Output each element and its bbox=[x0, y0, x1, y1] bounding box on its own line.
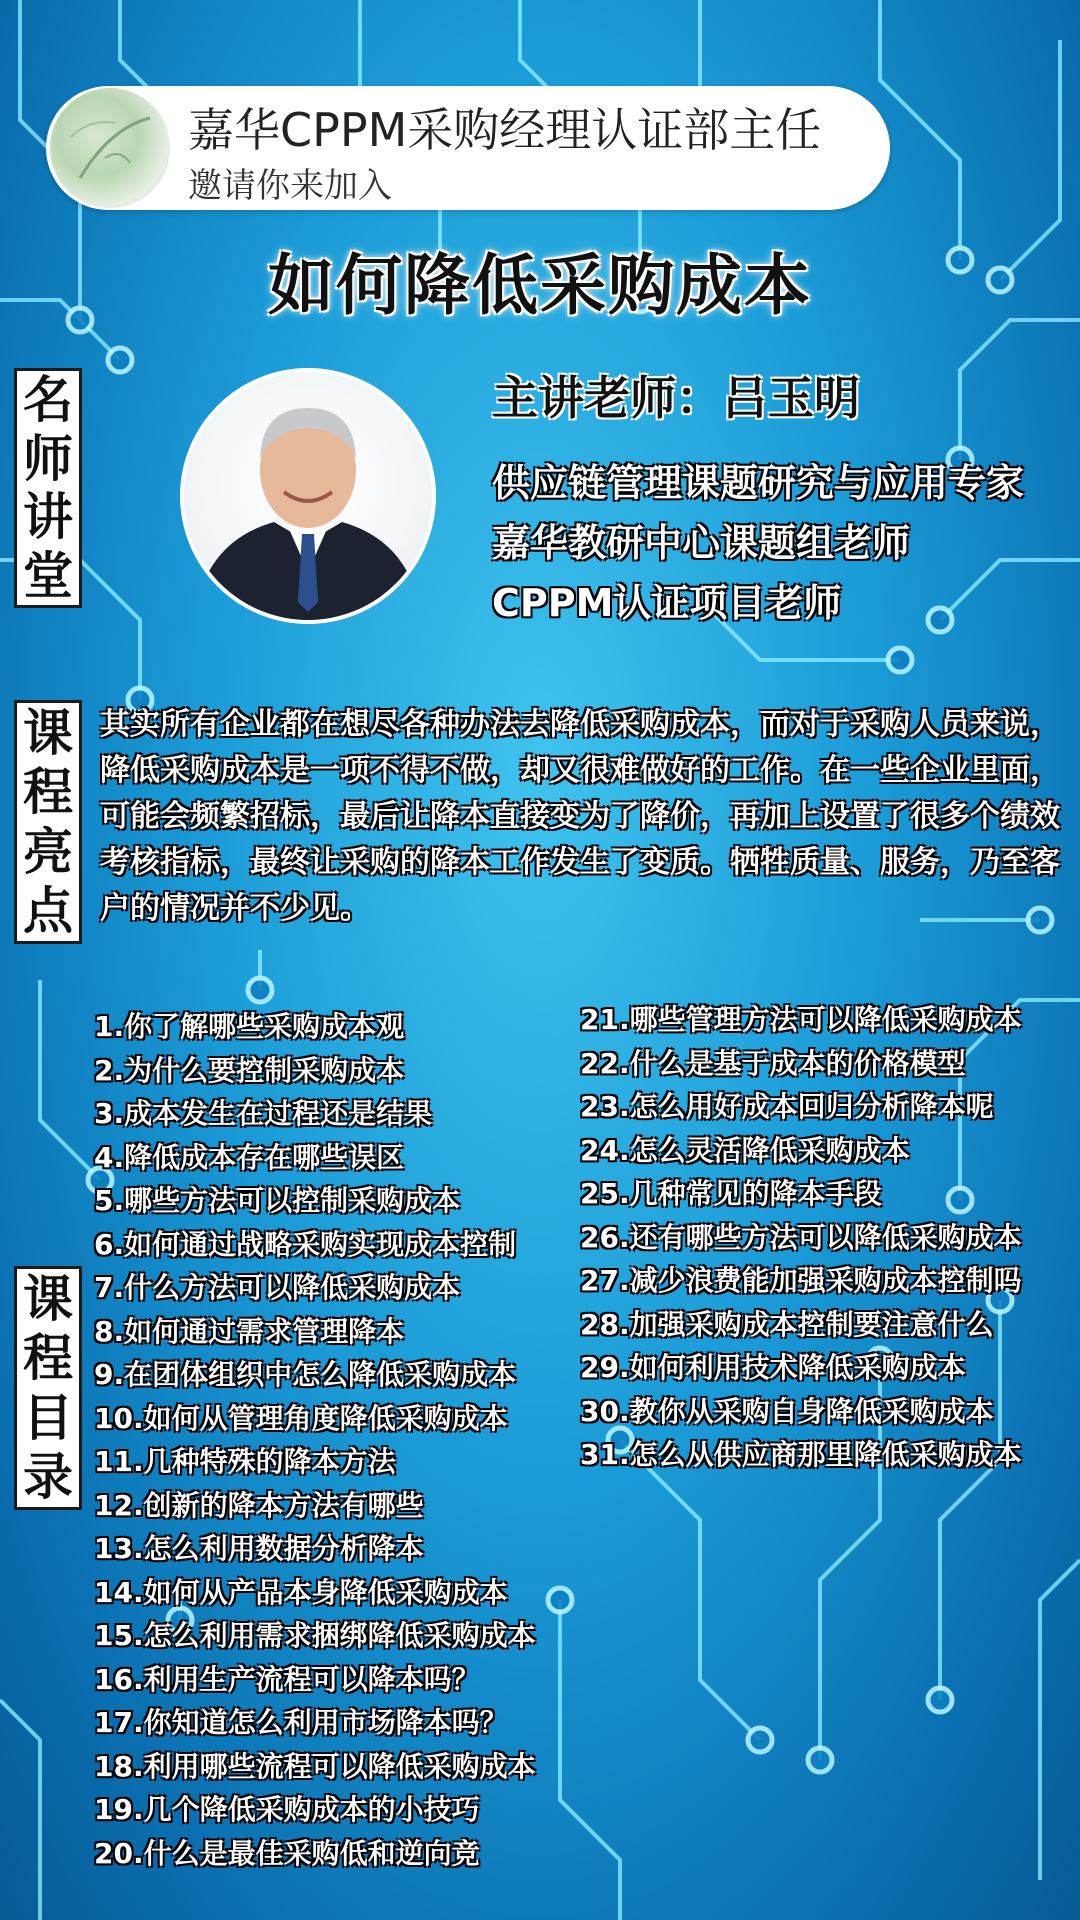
catalog-item: 24.怎么灵活降低采购成本 bbox=[580, 1133, 910, 1167]
side-label-char: 目 bbox=[23, 1388, 73, 1447]
invite-banner[interactable] bbox=[46, 86, 890, 210]
teacher-photo bbox=[180, 368, 436, 624]
side-label-char: 课 bbox=[23, 1269, 73, 1328]
teacher-credential: 嘉华教研中心课题组老师 bbox=[492, 521, 911, 565]
catalog-item: 4.降低成本存在哪些误区 bbox=[94, 1140, 405, 1174]
catalog-item: 18.利用哪些流程可以降低采购成本 bbox=[94, 1749, 536, 1783]
side-label-highlights bbox=[14, 700, 82, 944]
catalog-item: 10.如何从管理角度降低采购成本 bbox=[94, 1401, 508, 1435]
catalog-item: 20.什么是最佳采购低和逆向竞 bbox=[94, 1836, 480, 1870]
invite-subtitle: 邀请你来加入 bbox=[188, 166, 392, 206]
side-label-char: 堂 bbox=[23, 546, 73, 605]
catalog-item: 12.创新的降本方法有哪些 bbox=[94, 1488, 424, 1522]
leaf-sketch-icon bbox=[50, 88, 170, 208]
catalog-item: 26.还有哪些方法可以降低采购成本 bbox=[580, 1220, 1022, 1254]
catalog-item: 31.怎么从供应商那里降低采购成本 bbox=[580, 1438, 1022, 1471]
catalog-item: 11.几种特殊的降本方法 bbox=[94, 1445, 396, 1478]
catalog-item: 3.成本发生在过程还是结果 bbox=[94, 1097, 433, 1130]
side-label-char: 程 bbox=[23, 1329, 73, 1388]
catalog-item: 8.如何通过需求管理降本 bbox=[94, 1314, 405, 1348]
invite-title: 嘉华CPPM采购经理认证部主任 bbox=[188, 103, 822, 157]
side-label-char: 程 bbox=[23, 763, 73, 822]
catalog-item: 17.你知道怎么利用市场降本吗？ bbox=[94, 1706, 508, 1739]
catalog-item: 2.为什么要控制采购成本 bbox=[94, 1053, 405, 1087]
catalog-item: 5.哪些方法可以控制采购成本 bbox=[94, 1184, 461, 1217]
catalog-item: 22.什么是基于成本的价格模型 bbox=[580, 1046, 966, 1080]
catalog-item: 16.利用生产流程可以降本吗？ bbox=[94, 1662, 480, 1696]
side-label-teacher bbox=[14, 368, 82, 608]
catalog-item: 28.加强采购成本控制要注意什么 bbox=[580, 1307, 994, 1341]
teacher-portrait-icon bbox=[184, 372, 432, 620]
side-label-catalog bbox=[14, 1266, 82, 1510]
side-label-char: 点 bbox=[23, 882, 73, 941]
catalog-item: 7.什么方法可以降低采购成本 bbox=[94, 1271, 461, 1304]
catalog-item: 14.如何从产品本身降低采购成本 bbox=[94, 1575, 508, 1609]
catalog-item: 6.如何通过战略采购实现成本控制 bbox=[94, 1227, 517, 1261]
side-label-char: 录 bbox=[23, 1448, 73, 1507]
side-label-char: 亮 bbox=[23, 822, 73, 881]
catalog-item: 30.教你从采购自身降低采购成本 bbox=[580, 1394, 994, 1428]
catalog-item: 21.哪些管理方法可以降低采购成本 bbox=[580, 1003, 1022, 1036]
catalog-item: 25.几种常见的降本手段 bbox=[580, 1177, 882, 1210]
highlight-paragraph: 其实所有企业都在想尽各种办法去降低采购成本，而对于采购人员来说，降低采购成本是一项不得不做，却又很难做好的工作。在一些企业里面，可能会频繁招标，最后让降本直接变为了降价，再加上设置了很多个绩效考核指标，最终让采购的降本工作发生了变质。牺牲质量、服务，乃至客户的情况并不少见。 bbox=[100, 707, 1060, 926]
side-label-char: 师 bbox=[23, 429, 73, 488]
page-title: 如何降低采购成本 bbox=[268, 247, 812, 324]
catalog-item: 15.怎么利用需求捆绑降低采购成本 bbox=[94, 1619, 536, 1652]
teacher-credential: CPPM认证项目老师 bbox=[492, 581, 842, 625]
teacher-name: 主讲老师：吕玉明 bbox=[492, 371, 860, 425]
catalog-list-left bbox=[94, 1005, 536, 1875]
catalog-list-right bbox=[580, 998, 1022, 1477]
side-label-char: 讲 bbox=[23, 488, 73, 547]
catalog-item: 27.减少浪费能加强采购成本控制吗 bbox=[580, 1264, 1022, 1297]
inviter-avatar bbox=[50, 88, 170, 208]
catalog-item: 13.怎么利用数据分析降本 bbox=[94, 1532, 424, 1565]
side-label-char: 课 bbox=[23, 703, 73, 762]
catalog-item: 9.在团体组织中怎么降低采购成本 bbox=[94, 1358, 517, 1391]
side-label-char: 名 bbox=[23, 371, 73, 430]
catalog-item: 29.如何利用技术降低采购成本 bbox=[580, 1351, 966, 1384]
catalog-item: 23.怎么用好成本回归分析降本呢 bbox=[580, 1090, 994, 1123]
catalog-item: 1.你了解哪些采购成本观 bbox=[94, 1010, 405, 1043]
catalog-item: 19.几个降低采购成本的小技巧 bbox=[94, 1793, 480, 1826]
teacher-credential: 供应链管理课题研究与应用专家 bbox=[492, 461, 1025, 505]
